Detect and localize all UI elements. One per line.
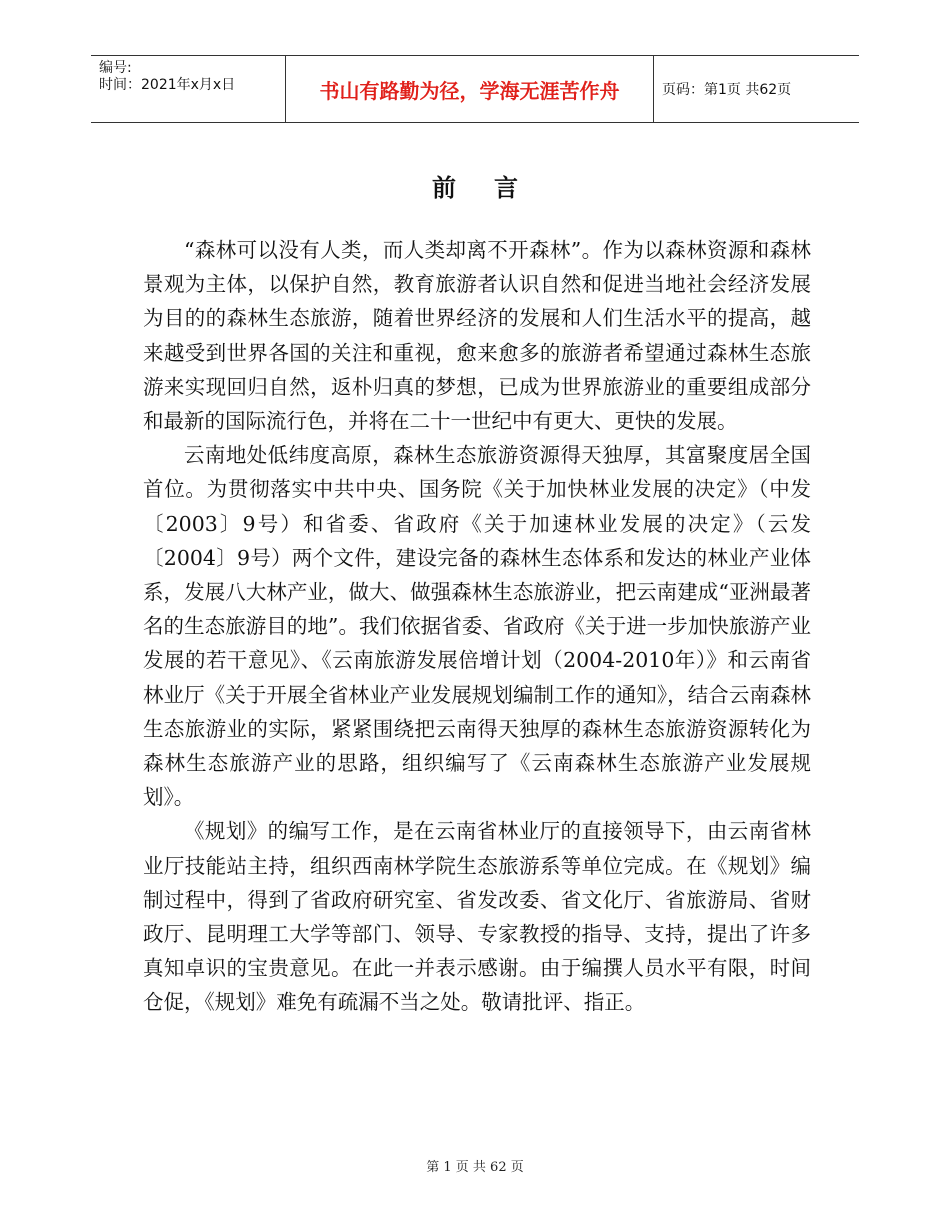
paragraph: 《规划》的编写工作，是在云南省林业厅的直接领导下，由云南省林业厅技能站主持，组织西南林学院生态旅游系等单位完成。在《规划》编制过程中，得到了省政府研究室、省发改委、省文化厅、省旅游局、省财政厅、昆明理工大学等部门、领导、专家教授的指导、支持，提出了许多真知卓识的宝贵意见。在此一并表示感谢。由于编撰人员水平有限，时间仓促，《规划》难免有疏漏不当之处。敬请批评、指正。: [143, 819, 811, 1015]
header-motto: 书山有路勤为径，学海无涯苦作舟: [286, 56, 654, 122]
paragraph: “森林可以没有人类，而人类却离不开森林”。作为以森林资源和森林景观为主体，以保护自然，教育旅游者认识自然和促进当地社会经济发展为目的的森林生态旅游，随着世界经济的发展和人们生活水平的提高，越来越受到世界各国的关注和重视，愈来愈多的旅游者希望通过森林生态旅游来实现回归自然，返朴归真的梦想，已成为世界旅游业的重要组成部分和最新的国际流行色，并将在二十一世纪中有更大、更快的发展。: [143, 238, 811, 434]
number-label: 编号:: [99, 60, 132, 76]
header-meta: [91, 56, 286, 122]
page-title: 前言: [432, 174, 556, 202]
page-footer: 第 1 页 共 62 页: [426, 1160, 524, 1175]
document-body: [143, 233, 811, 1020]
header-page-label: 页码：第1页 共62页: [662, 82, 792, 98]
paragraph: 云南地处低纬度高原，森林生态旅游资源得天独厚，其富聚度居全国首位。为贯彻落实中共中央、国务院《关于加快林业发展的决定》（中发〔2003〕9号）和省委、省政府《关于加速林业发展的决定》（云发〔2004〕9号）两个文件，建设完备的森林生态体系和发达的林业产业体系，发展八大林产业，做大、做强森林生态旅游业，把云南建成“亚洲最著名的生态旅游目的地”。我们依据省委、省政府《关于进一步加快旅游产业发展的若干意见》、《云南旅游发展倍增计划（2004-2010年）》和云南省林业厅《关于开展全省林业产业发展规划编制工作的通知》，结合云南森林生态旅游业的实际，紧紧围绕把云南得天独厚的森林生态旅游资源转化为森林生态旅游产业的思路，组织编写了《云南森林生态旅游产业发展规划》。: [143, 443, 811, 810]
page-header: [91, 55, 859, 123]
time-label: 时间：2021年x月x日: [99, 77, 236, 93]
